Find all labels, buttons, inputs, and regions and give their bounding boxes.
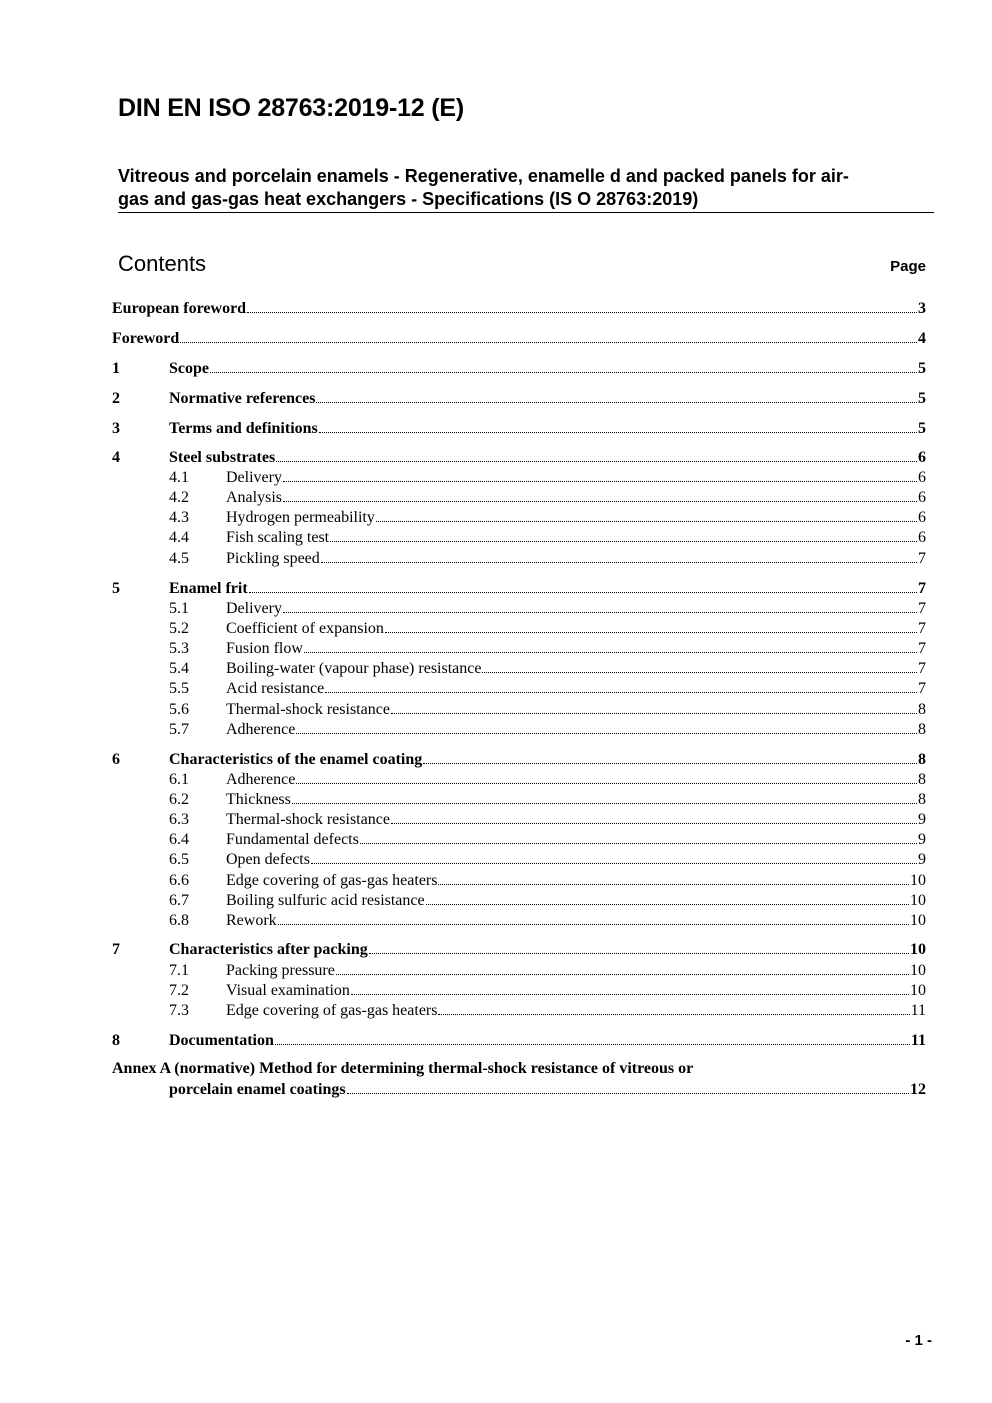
toc-dot-leader xyxy=(438,1000,909,1015)
toc-entry-number: 4.5 xyxy=(169,550,189,567)
toc-entry-page: 7 xyxy=(918,620,926,637)
toc-entry-number: 4 xyxy=(112,449,120,466)
toc-entry-number: 7.2 xyxy=(169,982,189,999)
toc-annex-page: 12 xyxy=(910,1081,926,1098)
toc-entry-page: 6 xyxy=(918,529,926,546)
toc-entry-number: 3 xyxy=(112,420,120,437)
toc-dot-leader xyxy=(276,447,917,462)
toc-entry-label: European foreword xyxy=(112,300,247,317)
toc-dot-leader xyxy=(336,960,909,975)
subtitle-line-2: gas and gas-gas heat exchangers - Specifications (IS O 28763:2019) xyxy=(118,189,699,209)
toc-entry-label: Pickling speed xyxy=(226,550,320,567)
toc-entry[interactable] xyxy=(169,658,926,678)
toc-entry[interactable] xyxy=(169,699,926,719)
toc-entry-label: Enamel frit xyxy=(169,580,248,597)
toc-annex-line-1[interactable]: Annex A (normative) Method for determining thermal-shock resistance of vitreous or xyxy=(112,1060,694,1077)
toc-entry-label: Normative references xyxy=(169,390,316,407)
toc-entry-page: 5 xyxy=(918,390,926,407)
toc-entry-page: 7 xyxy=(918,640,926,657)
toc-dot-leader xyxy=(210,358,917,373)
toc-dot-leader xyxy=(296,769,917,784)
toc-entry-page: 10 xyxy=(910,872,926,889)
toc-entry-page: 6 xyxy=(918,469,926,486)
toc-dot-leader xyxy=(249,578,917,593)
toc-entry-label: Boiling sulfuric acid resistance xyxy=(226,892,425,909)
toc-entry-page: 7 xyxy=(918,660,926,677)
toc-entry-number: 5.5 xyxy=(169,680,189,697)
toc-entry[interactable] xyxy=(169,849,926,869)
toc-entry-label: Adherence xyxy=(226,771,296,788)
toc-entry-label: Fish scaling test xyxy=(226,529,330,546)
toc-dot-leader xyxy=(283,487,917,502)
toc-entry-label: Thermal-shock resistance xyxy=(226,701,390,718)
toc-entry[interactable] xyxy=(169,678,926,698)
toc-entry-page: 8 xyxy=(918,721,926,738)
toc-dot-leader xyxy=(351,980,909,995)
toc-entry[interactable] xyxy=(112,578,926,598)
toc-entry[interactable] xyxy=(169,598,926,618)
toc-entry[interactable] xyxy=(169,638,926,658)
toc-entry-number: 2 xyxy=(112,390,120,407)
toc-entry-number: 5.6 xyxy=(169,701,189,718)
toc-entry-label: Acid resistance xyxy=(226,680,325,697)
toc-entry-page: 9 xyxy=(918,851,926,868)
toc-entry-label: Scope xyxy=(169,360,209,377)
toc-entry-label: Fundamental defects xyxy=(226,831,359,848)
toc-dot-leader xyxy=(438,870,909,885)
toc-entry-number: 5.4 xyxy=(169,660,189,677)
toc-entry[interactable] xyxy=(169,527,926,547)
toc-dot-leader xyxy=(321,548,917,563)
toc-dot-leader xyxy=(376,507,917,522)
toc-entry[interactable] xyxy=(169,769,926,789)
toc-dot-leader xyxy=(180,328,917,343)
toc-dot-leader xyxy=(283,467,917,482)
toc-entry-page: 6 xyxy=(918,509,926,526)
toc-dot-leader xyxy=(482,658,917,673)
toc-entry-number: 5.7 xyxy=(169,721,189,738)
toc-entry[interactable] xyxy=(112,1030,926,1050)
toc-entry-label: Hydrogen permeability xyxy=(226,509,375,526)
toc-dot-leader xyxy=(369,939,909,954)
toc-entry-page: 10 xyxy=(910,982,926,999)
toc-entry-page: 9 xyxy=(918,811,926,828)
toc-dot-leader xyxy=(385,618,917,633)
toc-entry-page: 10 xyxy=(910,941,926,958)
document-subtitle xyxy=(118,165,934,213)
toc-entry-label: Thermal-shock resistance xyxy=(226,811,390,828)
toc-dot-leader xyxy=(347,1079,909,1094)
toc-entry-label: Characteristics after packing xyxy=(169,941,368,958)
document-title: DIN EN ISO 28763:2019-12 (E) xyxy=(118,94,464,122)
toc-entry[interactable] xyxy=(169,1000,926,1020)
toc-entry-label: Rework xyxy=(226,912,277,929)
toc-entry-number: 5.2 xyxy=(169,620,189,637)
toc-entry-number: 7.1 xyxy=(169,962,189,979)
toc-dot-leader xyxy=(278,910,909,925)
toc-entry-number: 6.8 xyxy=(169,912,189,929)
toc-entry[interactable] xyxy=(112,418,926,438)
toc-dot-leader xyxy=(296,719,917,734)
subtitle-line-1: Vitreous and porcelain enamels - Regenerative, enamelle d and packed panels for air- xyxy=(118,166,849,186)
toc-annex-label: porcelain enamel coatings xyxy=(169,1081,346,1098)
toc-entry-number: 4.4 xyxy=(169,529,189,546)
toc-entry-number: 6 xyxy=(112,751,120,768)
toc-entry-page: 7 xyxy=(918,550,926,567)
toc-entry[interactable] xyxy=(112,298,926,318)
toc-entry-page: 7 xyxy=(918,680,926,697)
toc-entry-page: 10 xyxy=(910,962,926,979)
toc-entry-number: 6.4 xyxy=(169,831,189,848)
toc-entry-page: 11 xyxy=(910,1032,926,1049)
toc-entry-number: 8 xyxy=(112,1032,120,1049)
toc-entry-page: 10 xyxy=(910,912,926,929)
toc-entry[interactable] xyxy=(169,467,926,487)
toc-entry-page: 4 xyxy=(918,330,926,347)
toc-dot-leader xyxy=(283,598,917,613)
toc-entry[interactable] xyxy=(169,618,926,638)
toc-dot-leader xyxy=(319,418,917,433)
toc-entry[interactable] xyxy=(169,910,926,930)
toc-entry-label: Coefficient of expansion xyxy=(226,620,384,637)
toc-entry-number: 6.5 xyxy=(169,851,189,868)
toc-entry-page: 11 xyxy=(910,1002,926,1019)
toc-entry[interactable] xyxy=(112,388,926,408)
toc-entry-number: 1 xyxy=(112,360,120,377)
toc-entry-number: 6.3 xyxy=(169,811,189,828)
toc-entry-number: 5 xyxy=(112,580,120,597)
toc-entry-page: 9 xyxy=(918,831,926,848)
toc-entry-number: 6.6 xyxy=(169,872,189,889)
toc-entry-label: Analysis xyxy=(226,489,282,506)
toc-entry[interactable] xyxy=(169,507,926,527)
toc-entry[interactable] xyxy=(169,789,926,809)
toc-entry-number: 5.3 xyxy=(169,640,189,657)
toc-entry[interactable] xyxy=(169,870,926,890)
toc-dot-leader xyxy=(247,298,917,313)
toc-entry-label: Adherence xyxy=(226,721,296,738)
toc-entry[interactable] xyxy=(112,749,926,769)
toc-entry-label: Packing pressure xyxy=(226,962,335,979)
toc-entry-page: 10 xyxy=(910,892,926,909)
toc-entry-label: Thickness xyxy=(226,791,291,808)
toc-entry-label: Foreword xyxy=(112,330,180,347)
toc-entry-label: Delivery xyxy=(226,600,282,617)
toc-entry-page: 8 xyxy=(918,701,926,718)
toc-entry-number: 6.2 xyxy=(169,791,189,808)
toc-entry-page: 7 xyxy=(918,600,926,617)
toc-dot-leader xyxy=(275,1030,910,1045)
toc-dot-leader xyxy=(330,527,917,542)
toc-dot-leader xyxy=(360,829,917,844)
toc-entry-page: 3 xyxy=(918,300,926,317)
toc-entry-label: Terms and definitions xyxy=(169,420,318,437)
toc-entry[interactable] xyxy=(169,548,926,568)
toc-entry-page: 8 xyxy=(918,791,926,808)
contents-heading: Contents xyxy=(118,251,207,276)
toc-entry-label: Delivery xyxy=(226,469,282,486)
toc-entry[interactable] xyxy=(169,980,926,1000)
toc-entry-number: 4.1 xyxy=(169,469,189,486)
toc-entry-number: 6.7 xyxy=(169,892,189,909)
toc-entry-number: 7.3 xyxy=(169,1002,189,1019)
toc-entry-page: 6 xyxy=(918,449,926,466)
toc-entry[interactable] xyxy=(112,328,926,348)
toc-dot-leader xyxy=(391,699,917,714)
toc-entry[interactable] xyxy=(169,809,926,829)
toc-dot-leader xyxy=(325,678,917,693)
page-column-heading: Page xyxy=(890,258,926,275)
toc-entry-label: Edge covering of gas-gas heaters xyxy=(226,872,438,889)
toc-entry-label: Edge covering of gas-gas heaters xyxy=(226,1002,438,1019)
toc-entry-label: Documentation xyxy=(169,1032,274,1049)
toc-entry-number: 7 xyxy=(112,941,120,958)
toc-entry-page: 5 xyxy=(918,420,926,437)
toc-dot-leader xyxy=(292,789,917,804)
toc-entry[interactable] xyxy=(112,358,926,378)
toc-dot-leader xyxy=(311,849,917,864)
toc-annex-entry[interactable] xyxy=(169,1079,926,1099)
toc-entry-number: 6.1 xyxy=(169,771,189,788)
toc-dot-leader xyxy=(423,749,917,764)
toc-entry[interactable] xyxy=(169,487,926,507)
toc-entry-page: 8 xyxy=(918,771,926,788)
toc-dot-leader xyxy=(304,638,917,653)
toc-entry-label: Characteristics of the enamel coating xyxy=(169,751,423,768)
toc-entry-page: 5 xyxy=(918,360,926,377)
toc-entry-number: 4.2 xyxy=(169,489,189,506)
toc-dot-leader xyxy=(391,809,917,824)
toc-entry[interactable] xyxy=(169,960,926,980)
toc-entry[interactable] xyxy=(169,829,926,849)
toc-entry-label: Steel substrates xyxy=(169,449,276,466)
page-number: - 1 - xyxy=(905,1332,932,1349)
toc-entry[interactable] xyxy=(169,890,926,910)
toc-entry-page: 8 xyxy=(918,751,926,768)
toc-entry[interactable] xyxy=(112,447,926,467)
toc-entry-label: Boiling-water (vapour phase) resistance xyxy=(226,660,482,677)
toc-dot-leader xyxy=(316,388,917,403)
toc-entry-number: 4.3 xyxy=(169,509,189,526)
toc-entry-page: 6 xyxy=(918,489,926,506)
toc-entry[interactable] xyxy=(169,719,926,739)
toc-entry[interactable] xyxy=(112,939,926,959)
toc-entry-label: Open defects xyxy=(226,851,310,868)
toc-entry-page: 7 xyxy=(918,580,926,597)
toc-entry-number: 5.1 xyxy=(169,600,189,617)
toc-dot-leader xyxy=(426,890,909,905)
toc-entry-label: Fusion flow xyxy=(226,640,303,657)
toc-entry-label: Visual examination xyxy=(226,982,350,999)
